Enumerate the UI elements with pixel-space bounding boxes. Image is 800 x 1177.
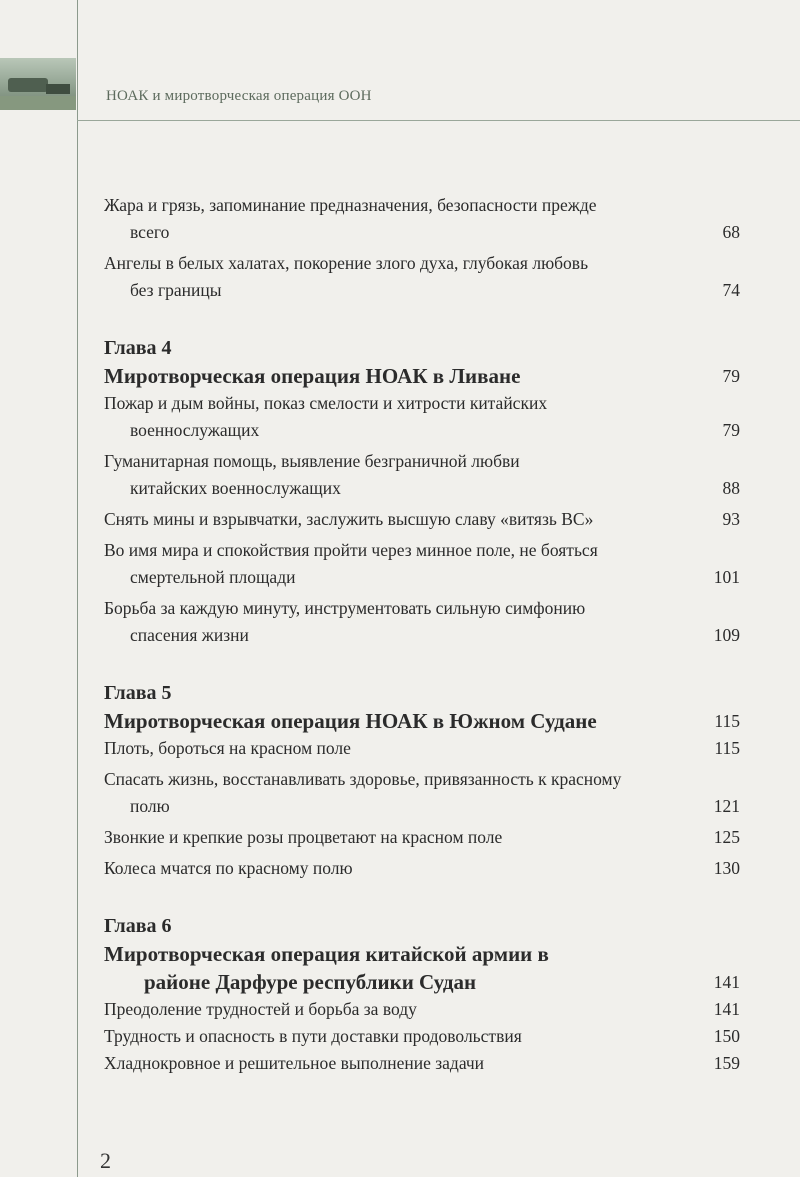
toc-entry-page: 79 (722, 420, 740, 440)
toc-entry-line2: китайских военнослужащих (130, 478, 341, 498)
header-rule (77, 120, 800, 121)
toc-entry (104, 855, 740, 882)
toc-entry (104, 250, 740, 304)
toc-entry-page: 68 (722, 222, 740, 242)
toc-entry-page: 159 (713, 1053, 740, 1073)
chapter-title-line1: Миротворческая операция НОАК в Южном Судане (104, 709, 597, 733)
chapter-title-line2: районе Дарфуре республики Судан (144, 970, 477, 994)
toc-entry-page: 121 (713, 796, 740, 816)
header-photo (0, 58, 76, 110)
toc-entry-line2: полю (130, 796, 170, 816)
toc-entry-line2: без границы (130, 280, 222, 300)
toc-entry-page: 101 (713, 567, 740, 587)
table-of-contents (104, 192, 740, 1077)
toc-entry-line2: спасения жизни (130, 625, 249, 645)
chapter-page: 141 (713, 972, 740, 992)
toc-entry (104, 448, 740, 502)
chapter-title-line1: Миротворческая операция китайской армии в (104, 942, 549, 966)
toc-entry-line2: всего (130, 222, 170, 242)
margin-rule (77, 0, 78, 1177)
toc-entry-page: 125 (713, 827, 740, 847)
toc-entry-line2: военнослужащих (130, 420, 260, 440)
chapter-5 (104, 679, 740, 882)
photo-vehicle-shape (46, 84, 70, 94)
toc-entry (104, 1023, 740, 1050)
toc-entry (104, 506, 740, 533)
toc-entry (104, 1050, 740, 1077)
chapter-6 (104, 912, 740, 1077)
chapter-page: 79 (722, 366, 740, 386)
chapter-title (104, 362, 740, 390)
toc-entry-line1: Спасать жизнь, восстанавливать здоровье, привязанность к красному (104, 769, 622, 789)
chapter-page: 115 (714, 711, 740, 731)
toc-entry (104, 735, 740, 762)
toc-entry-line1: Во имя мира и спокойствия пройти через минное поле, не бояться (104, 540, 598, 560)
chapter-title (104, 707, 740, 735)
toc-entry (104, 537, 740, 591)
toc-entry-line1: Хладнокровное и решительное выполнение задачи (104, 1053, 485, 1073)
toc-entry-page: 141 (713, 999, 740, 1019)
toc-entry (104, 192, 740, 246)
toc-entry (104, 996, 740, 1023)
toc-entry-page: 150 (713, 1026, 740, 1046)
toc-entry-page: 115 (714, 738, 740, 758)
page-number: 2 (100, 1148, 111, 1173)
toc-entry-page: 93 (722, 509, 740, 529)
toc-entry-line1: Плоть, бороться на красном поле (104, 738, 351, 758)
chapter-4 (104, 334, 740, 649)
toc-entry-line1: Борьба за каждую минуту, инструментовать сильную симфонию (104, 598, 586, 618)
chapter-label: Глава 5 (104, 682, 172, 704)
toc-entry-line1: Колеса мчатся по красному полю (104, 858, 353, 878)
toc-entry-page: 88 (722, 478, 740, 498)
toc-entry-line1: Трудность и опасность в пути доставки продовольствия (104, 1026, 522, 1046)
chapter-label: Глава 6 (104, 915, 172, 937)
toc-entry-page: 109 (713, 625, 740, 645)
toc-entry-line1: Преодоление трудностей и борьба за воду (104, 999, 417, 1019)
toc-entry-line1: Гуманитарная помощь, выявление безграничной любви (104, 451, 520, 471)
toc-entry (104, 824, 740, 851)
chapter-label: Глава 4 (104, 337, 172, 359)
toc-entry-line2: смертельной площади (130, 567, 296, 587)
photo-vehicle-shape (8, 78, 48, 92)
toc-entry-line1: Звонкие и крепкие розы процветают на красном поле (104, 827, 503, 847)
toc-entry (104, 766, 740, 820)
toc-entry (104, 595, 740, 649)
chapter-title (104, 940, 740, 996)
toc-entry-line1: Жара и грязь, запоминание предназначения, безопасности прежде (104, 195, 597, 215)
toc-entry (104, 390, 740, 444)
photo-ground-shape (0, 96, 76, 110)
toc-entry-line1: Ангелы в белых халатах, покорение злого духа, глубокая любовь (104, 253, 589, 273)
toc-entry-page: 74 (722, 280, 740, 300)
chapter-title-line1: Миротворческая операция НОАК в Ливане (104, 364, 521, 388)
running-header: НОАК и миротворческая операция ООН (106, 88, 372, 104)
toc-entry-page: 130 (713, 858, 740, 878)
toc-entry-line1: Пожар и дым войны, показ смелости и хитрости китайских (104, 393, 548, 413)
toc-entry-line1: Снять мины и взрывчатки, заслужить высшую славу «витязь ВС» (104, 509, 594, 529)
